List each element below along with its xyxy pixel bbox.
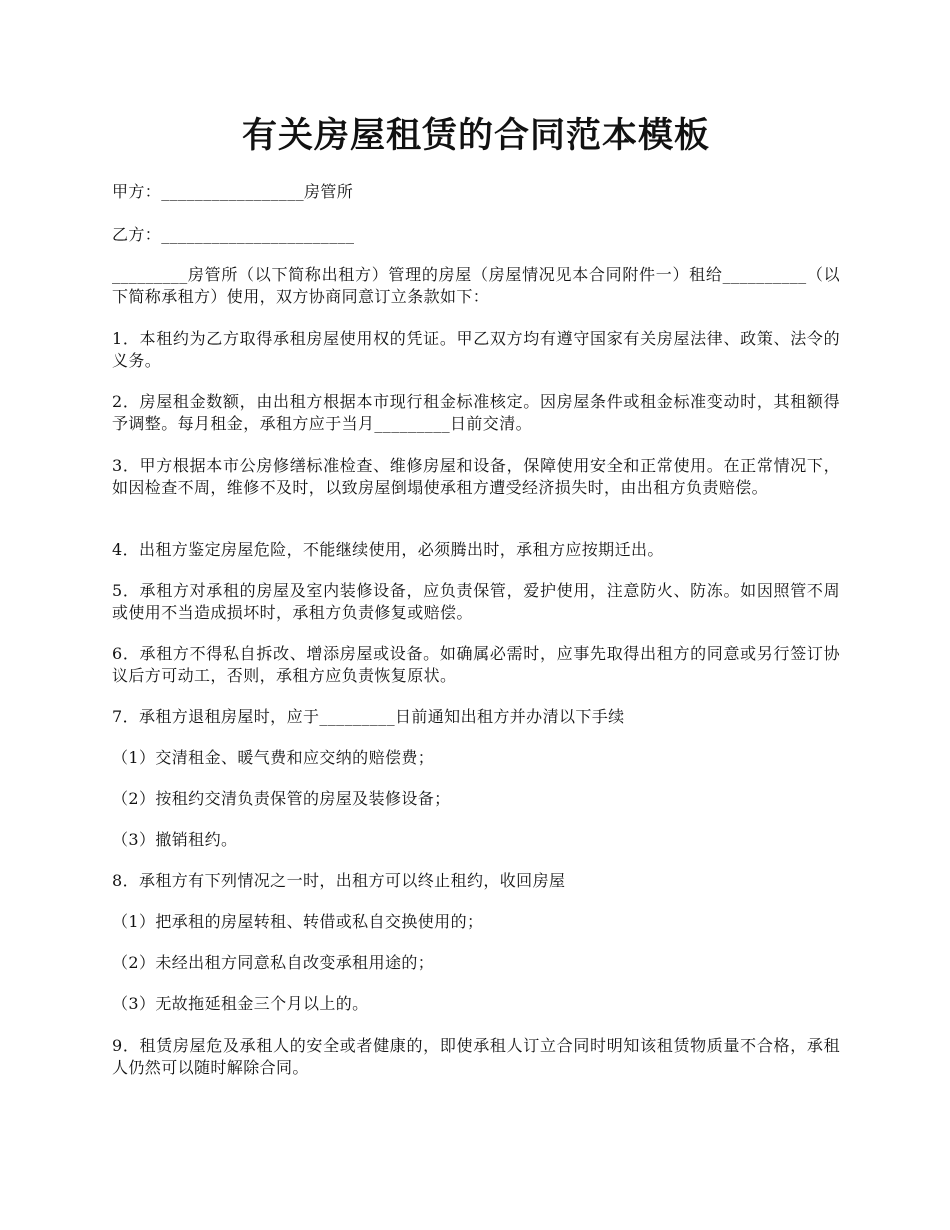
- clause-8-item-2: （2）未经出租方同意私自改变承租用途的；: [112, 953, 435, 972]
- clause-7: 7．承租方退租房屋时，应于_________日前通知出租方并办清以下手续: [112, 707, 625, 726]
- clause-8-item-3: （3）无故拖延租金三个月以上的。: [112, 994, 369, 1013]
- clause-7-item-3: （3）撤销租约。: [112, 830, 238, 849]
- clause-4: 4．出租方鉴定房屋危险，不能继续使用，必须腾出时，承租方应按期迁出。: [112, 540, 664, 559]
- intro-paragraph: _________房管所（以下简称出租方）管理的房屋（房屋情况见本合同附件一）租给__________（以下简称承租方）使用，双方协商同意订立条款如下：: [112, 265, 840, 306]
- clause-8-item-1: （1）把承租的房屋转租、转借或私自交换使用的；: [112, 912, 484, 931]
- clause-5: 5．承租方对承租的房屋及室内装修设备，应负责保管，爱护使用，注意防火、防冻。如因照管不周或使用不当造成损坏时，承租方负责修复或赔偿。: [112, 581, 840, 622]
- clause-3: 3．甲方根据本市公房修缮标准检查、维修房屋和设备，保障使用安全和正常使用。在正常情况下，如因检查不周，维修不及时，以致房屋倒塌使承租方遭受经济损失时，由出租方负责赔偿。: [112, 456, 840, 497]
- clause-1: 1．本租约为乙方取得承租房屋使用权的凭证。甲乙双方均有遵守国家有关房屋法律、政策、法令的义务。: [112, 329, 840, 370]
- clause-9: 9．租赁房屋危及承租人的安全或者健康的，即使承租人订立合同时明知该租赁物质量不合格，承租人仍然可以随时解除合同。: [112, 1036, 840, 1077]
- party-a-line: 甲方：_________________房管所: [112, 182, 354, 201]
- party-b-line: 乙方：_______________________: [112, 225, 355, 244]
- clause-8: 8．承租方有下列情况之一时，出租方可以终止租约，收回房屋: [112, 871, 566, 890]
- clause-2: 2．房屋租金数额，由出租方根据本市现行租金标准核定。因房屋条件或租金标准变动时，其租额得予调整。每月租金，承租方应于当月_________日前交清。: [112, 392, 840, 433]
- clause-6: 6．承租方不得私自拆改、增添房屋或设备。如确属必需时，应事先取得出租方的同意或另行签订协议后方可动工，否则，承租方应负责恢复原状。: [112, 644, 840, 685]
- clause-7-item-1: （1）交清租金、暖气费和应交纳的赔偿费；: [112, 748, 435, 767]
- clause-7-item-2: （2）按租约交清负责保管的房屋及装修设备；: [112, 789, 451, 808]
- document-title: 有关房屋租赁的合同范本模板: [241, 115, 710, 156]
